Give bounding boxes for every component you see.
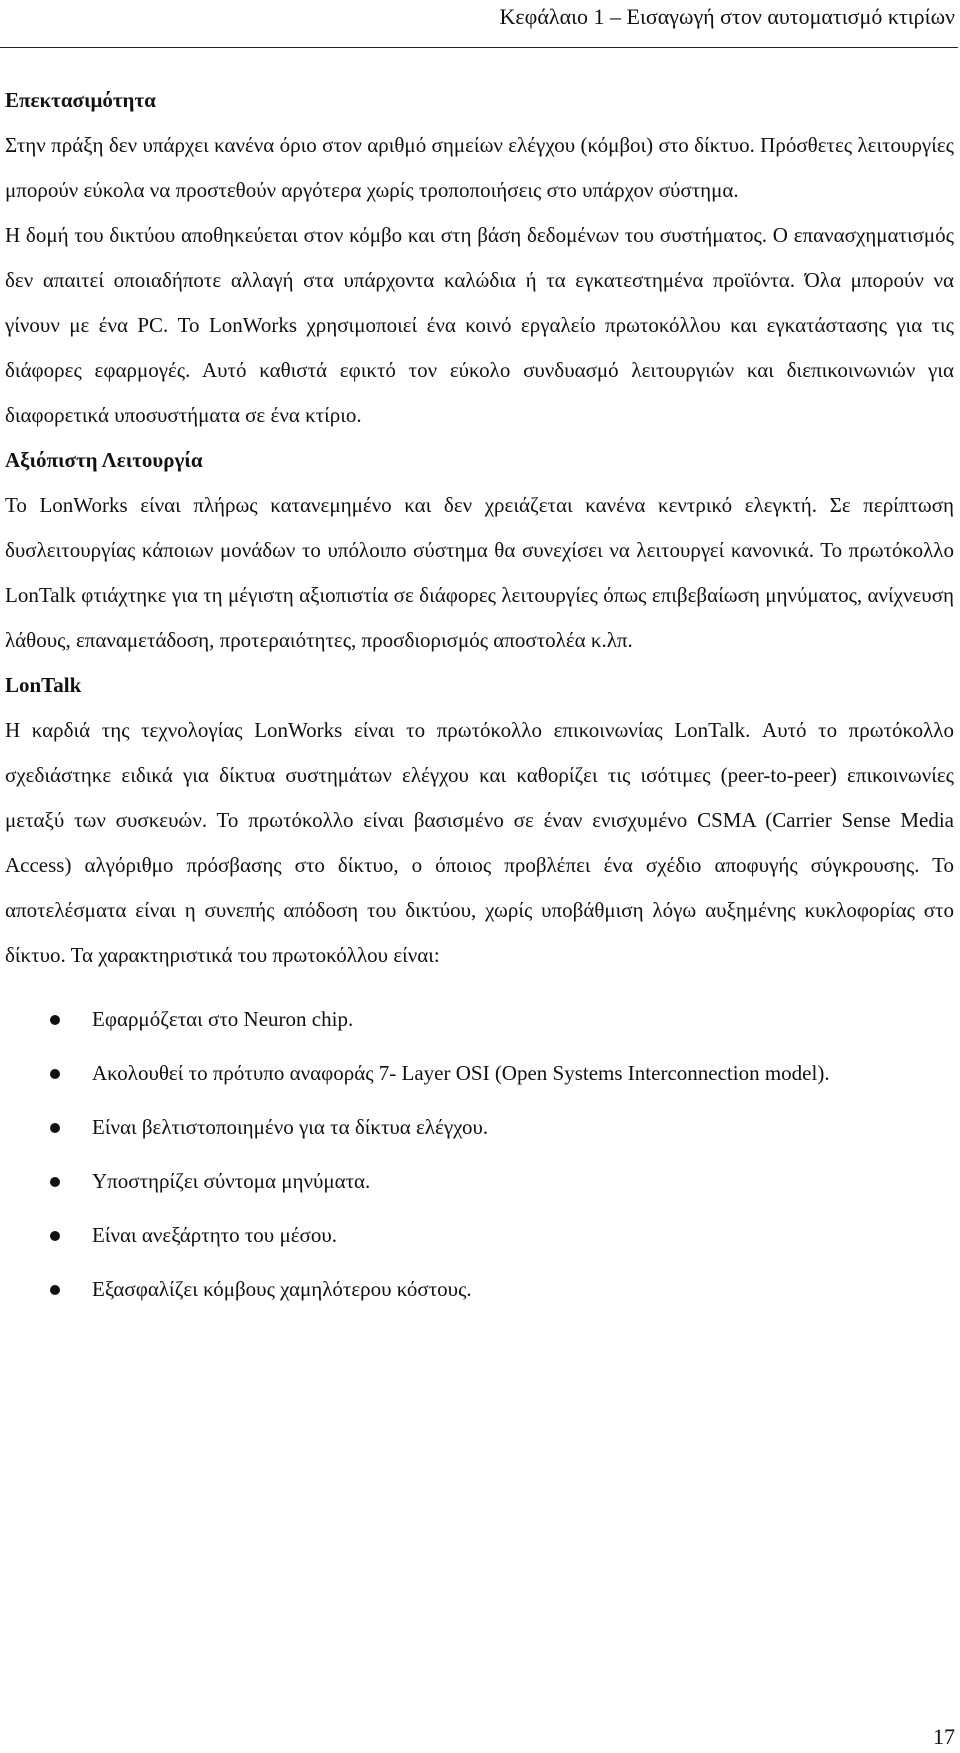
bullet-icon xyxy=(50,1015,60,1025)
list-item xyxy=(5,997,954,1042)
bullet-icon xyxy=(50,1177,60,1187)
bullet-icon xyxy=(50,1231,60,1241)
paragraph-expandability-1: Στην πράξη δεν υπάρχει κανένα όριο στον αριθμό σημείων ελέγχου (κόμβοι) στο δίκτυο. Πρόσθετες λειτουργίες μπορούν εύκολα να προστεθούν αργότερα χωρίς τροποποιήσεις στο υπάρχον σύστημα. xyxy=(5,133,954,202)
header-divider xyxy=(0,47,958,48)
page-number: 17 xyxy=(933,1724,955,1749)
list-item-text: Εφαρμόζεται στο Neuron chip. xyxy=(92,1007,354,1031)
list-item-text: Υποστηρίζει σύντομα μηνύματα. xyxy=(92,1169,371,1193)
bullet-icon xyxy=(50,1069,60,1079)
bullet-icon xyxy=(50,1285,60,1295)
list-item xyxy=(5,1159,954,1204)
paragraph-reliability: Το LonWorks είναι πλήρως κατανεμημένο και δεν χρειάζεται κανένα κεντρικό ελεγκτή. Σε περίπτωση δυσλειτουργίας κάποιων μονάδων το υπόλοιπο σύστημα θα συνεχίσει να λειτουργεί κανονικά. Το πρωτόκολλο LonTalk φτιάχτηκε για τη μέγιστη αξιοπιστία σε διάφορες λειτουργίες όπως επιβεβαίωση μηνύματος, ανίχνευση λάθους, επαναμετάδοση, προτεραιότητες, προσδιορισμός αποστολέα κ.λπ. xyxy=(5,493,954,652)
list-item xyxy=(5,1051,954,1096)
section-heading-expandability: Επεκτασιμότητα xyxy=(5,88,156,112)
bullet-icon xyxy=(50,1123,60,1133)
list-item xyxy=(5,1213,954,1258)
list-item xyxy=(5,1105,954,1150)
paragraph-expandability-2: Η δομή του δικτύου αποθηκεύεται στον κόμβο και στη βάση δεδομένων του συστήματος. Ο επανασχηματισμός δεν απαιτεί οποιαδήποτε αλλαγή στα υπάρχοντα καλώδια ή τα εγκατεστημένα προϊόντα. Όλα μπορούν να γίνουν με ένα PC. Το LonWorks χρησιμοποιεί ένα κοινό εργαλείο πρωτοκόλλου και εγκατάστασης για τις διάφορες εφαρμογές. Αυτό καθιστά εφικτό τον εύκολο συνδυασμό λειτουργιών και διεπικοινωνιών για διαφορετικά υποσυστήματα σε ένα κτίριο. xyxy=(5,223,954,427)
list-item xyxy=(5,1267,954,1312)
list-item-text: Εξασφαλίζει κόμβους χαμηλότερου κόστους. xyxy=(92,1277,472,1301)
running-header: Κεφάλαιο 1 – Εισαγωγή στον αυτοματισμό κτιρίων xyxy=(499,4,955,29)
lontalk-features-list xyxy=(5,997,954,1312)
section-heading-reliability: Αξιόπιστη Λειτουργία xyxy=(5,448,203,472)
paragraph-lontalk: Η καρδιά της τεχνολογίας LonWorks είναι το πρωτόκολλο επικοινωνίας LonTalk. Αυτό το πρωτόκολλο σχεδιάστηκε ειδικά για δίκτυα συστημάτων ελέγχου και καθορίζει τις ισότιμες (peer-to-peer) επικοινωνίες μεταξύ των συσκευών. Το πρωτόκολλο είναι βασισμένο σε έναν ενισχυμένο CSMA (Carrier Sense Media Access) αλγόριθμο πρόσβασης στο δίκτυο, ο όποιος προβλέπει ένα σχέδιο αποφυγής σύγκρουσης. Το αποτελέσματα είναι η συνεπής απόδοση του δικτύου, χωρίς υποβάθμιση λόγω αυξημένης κυκλοφορίας στο δίκτυο. Τα χαρακτηριστικά του πρωτοκόλλου είναι: xyxy=(5,718,954,967)
list-item-text: Ακολουθεί το πρότυπο αναφοράς 7- Layer OSI (Open Systems Interconnection model). xyxy=(92,1061,830,1085)
section-heading-lontalk: LonTalk xyxy=(5,673,82,697)
list-item-text: Είναι ανεξάρτητο του μέσου. xyxy=(92,1223,337,1247)
page-content xyxy=(5,78,954,1321)
list-item-text: Είναι βελτιστοποιημένο για τα δίκτυα ελέγχου. xyxy=(92,1115,489,1139)
